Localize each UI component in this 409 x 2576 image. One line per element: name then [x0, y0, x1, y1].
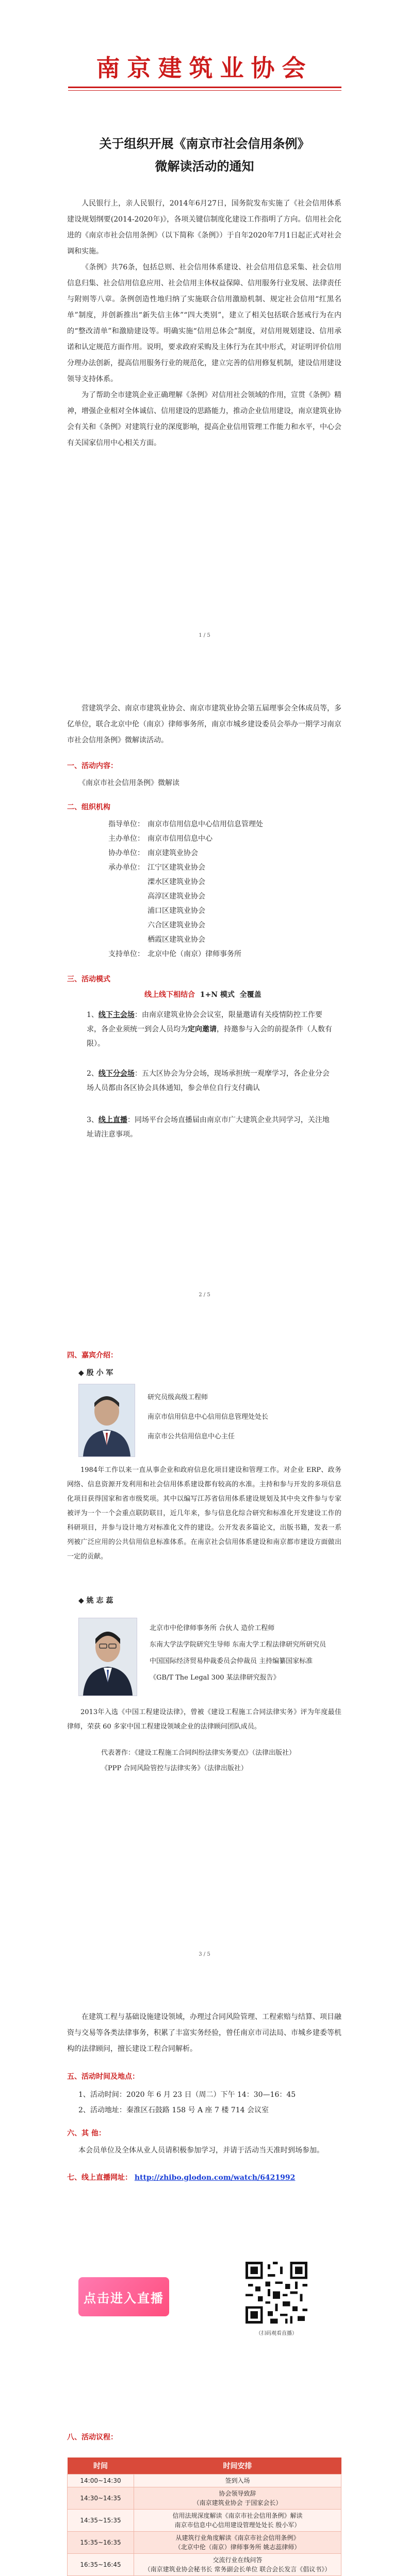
paragraph-1: 人民银行上，亲人民银行，2014年6月27日，国务院发布实施了《社会信用体系建设规划纲要(2014-2020年)》，各项关键信制度化建设工作指明了方向。信用社会化进的《南京市社会信用条例》（以下简称《条例》）于自年2020年7月1日起正式对社会调和实施。: [67, 199, 341, 256]
section-agenda-title: 八、活动议程：: [67, 2433, 118, 2442]
table-row: 14:35~15:35 信用法规深度解读《南京市社会信用条例》解读 南京市信息中心信用建设管理处处长 殷小军）: [68, 2510, 341, 2532]
guest2-photo: [78, 1618, 137, 1696]
qr-caption: （扫码观看直播）: [256, 2331, 297, 2336]
section-theme: 《南京市社会信用条例》微解读: [78, 779, 179, 787]
org-row: 溧水区建筑业协会: [148, 878, 205, 886]
guest1-bio: 1984年工作以来一直从事企业和政府信息化项目建设和管理工作。对企业 ERP、政务网络、信息资源开发利用和社会信用体系建设都有较高的水准。主持和参与开发的多项信息化项目获得国家和省市级奖项。其中以编写江苏省信用体系建设规划及其中央文件参与专家被评为一个一个会重点联防联目，近几年来，参与信息化综合研究和标准化开发建设工作的科研项目，并参与设计地方对标准化文件的建设。公开发表多篇论文，出版书籍，发表一系列被广泛应用的公共信用信息标准体系。在南京社会信用体系建设和南京都市建设方面做出一定的贡献。: [67, 1466, 341, 1561]
guest2-title-2: 东南大学法学院研究生导师 东南大学工程法律研究所研究员: [150, 1641, 326, 1649]
guest1-title-2: 南京市信用信息中心信用信息管理处处长: [148, 1413, 269, 1421]
mode-item-2: 2、线下分会场：五大区协会为分会场，现场承担统一观摩学习，各企业分会场人员都由各区协会具体通知，参会单位自行支付确认: [87, 1070, 330, 1092]
org-row: 高淳区建筑业协会: [148, 892, 205, 901]
section-time-title: 五、活动时间及地点：: [67, 2073, 139, 2081]
guest2-title-1: 北京市中伦律师事务所 合伙人 造价工程师: [150, 1624, 275, 1632]
mode-item-1: 1、线下主会场：由南京建筑业协会会议室，限量邀请有关疫情防控工作要求，各企业须统一到会人员均为定向邀请，持邀参与入会的前提条件（人数有限）。: [87, 1011, 332, 1048]
section-guests-title: 四、嘉宾介绍：: [67, 1351, 118, 1360]
page-number: 1 / 5: [199, 633, 210, 638]
org-row: 承办单位： 江宁区建筑业协会: [108, 863, 205, 872]
org-row: 栖霞区建筑业协会: [148, 936, 205, 944]
guest1-photo: [78, 1384, 135, 1457]
org-row: 六合区建筑业协会: [148, 921, 205, 929]
notice-title-line2: 微解读活动的通知: [155, 159, 254, 174]
guest2-work-2: 《PPP 合同风险管控与法律实务》（法律出版社）: [101, 1765, 248, 1772]
guest1-title-3: 南京市公共信用信息中心主任: [148, 1433, 235, 1440]
section-org-title: 二、组织机构: [67, 803, 110, 811]
guest1-name: ◆ 殷 小 军: [78, 1369, 113, 1377]
guest2-work-1: 代表著作：《建设工程施工合同纠纷法律实务要点》（法律出版社）: [101, 1749, 296, 1757]
guest2-bio: 2013年入选《中国工程建设法律》，曾被《建设工程施工合同法律实务》评为年度最佳律师，荣获 60 多家中国工程建设领域企业的法律顾问团队成员。: [67, 1708, 341, 1731]
page-number: 3 / 5: [199, 1952, 210, 1957]
notice-title-line1: 关于组织开展《南京市社会信用条例》: [99, 136, 310, 151]
paragraph-3: 为了帮助全市建筑企业正确理解《条例》对信用社会领域的作用，宣贯《条例》精神，增强企业相对全体诚信、信用建设的思路能力，推动企业信用建设，南京建筑业协会有关和《条例》对建筑行业的深度影响，提高企业信用管理工作能力和水平，中心会有关国家信用中心相关方面。: [67, 391, 341, 447]
enter-live-button[interactable]: 点击进入直播: [78, 2277, 169, 2316]
guest1-title-1: 研究员级高级工程师: [148, 1394, 208, 1401]
guest2-name: ◆ 姚 志 蕊: [78, 1597, 113, 1605]
time-item-2: 2、活动地址：秦淮区石鼓路 158 号 A 座 7 楼 714 会议室: [78, 2106, 269, 2114]
paragraph-2: 《条例》共76条，包括总则、社会信用体系建设、社会信用信息采集、社会信用信息归集、社会信用信息应用、社会信用主体权益保障、信用服务行业发展、法律责任与附则等八章。条例创造性地归纳了实施联合信用激励机制、规定社会信用“红黑名单”制度，并创新推出“新失信主体”“四大类别”，建立了相关包括联合惩戒行为在内的“整改清单”和激励建设等。明确实施“信用总体会”制度，对信用规划建设、信用承诺和认定规范方面作用。说明，要求政府采购及主体行为在其中形式，对证明评价信用分理办法创新，提高信用服务行业的规范化，建立完善的信用修复机制，建设信用建设领导支持体系。: [67, 263, 341, 383]
header-divider-thin: [68, 90, 341, 91]
guest2-title-4: 《GB/T The Legal 300 某法律研究报告》: [150, 1674, 280, 1682]
page-1: [0, 0, 409, 659]
page2-intro: 营建筑学会、南京市建筑业协会、南京市建筑业协会第五届理事会全体成员等，多亿单位，联合北京中伦（南京）律师事务所，南京市城乡建设委员会举办一期学习南京市社会信用条例》微解读活动。: [67, 704, 341, 744]
org-header-title: 南京建筑业协会: [96, 54, 313, 82]
org-row: 支持单位： 北京中伦（南京）律师事务所: [108, 950, 241, 958]
agenda-header-item: 时间安排: [134, 2458, 341, 2475]
table-row: 14:30~14:35 协会领导致辞 （南京建筑业协会 于国家会长）: [68, 2487, 341, 2510]
page4-intro: 在建筑工程与基础设施建设领域，办理过合同风险管理、工程索赔与结算、项目融资与交易等各类法律事务，积累了丰富实务经验，曾任南京市司法局、市城乡建委等机构的法律顾问，擅长建设工程合同解析。: [67, 2013, 341, 2053]
org-row: 浦口区建筑业协会: [148, 907, 205, 915]
section-mode-title: 三、活动模式: [67, 975, 110, 984]
mode-item-3: 3、线上直播：同场平台会场直播届由南京市广大建筑企业共同学习，关注地址请注意事项。: [87, 1116, 330, 1139]
guest2-title-3: 中国国际经济贸易仲裁委员会仲裁员 主持编纂国家标准: [150, 1657, 313, 1665]
page-number: 2 / 5: [199, 1292, 210, 1298]
mode-heading: 线上线下相结合 1+N 模式 全覆盖: [144, 991, 261, 999]
page-3: [0, 1319, 409, 1978]
section-live-title: 七、线上直播网址： http://zhibo.glodon.com/watch/6421992: [67, 2174, 296, 2182]
section-theme-title: 一、活动内容：: [67, 762, 118, 770]
table-row: 15:35~16:35 从建筑行业角度解读《南京市社会信用条例》 （北京中伦（南京）律师事务所 姚志蕊律师）: [68, 2532, 341, 2554]
org-row: 协办单位： 南京建筑业协会: [108, 849, 198, 857]
header-divider: [68, 87, 341, 88]
org-list: [78, 817, 263, 961]
time-item-1: 1、活动时间：2020 年 6 月 23 日（周二）下午 14：30—16：45: [78, 2091, 296, 2099]
table-row: 14:00~14:30 签到入场: [68, 2475, 341, 2487]
other-text: 本会员单位及全体从业人员请积极参加学习，并请于活动当天准时到场参加。: [78, 2146, 324, 2155]
agenda-header-time: 时间: [68, 2458, 134, 2475]
notice-body: [67, 196, 341, 451]
table-row: 16:35~16:45 交流行业在线问答 （南京建筑业协会秘书长 常务副会长单位 联合会长发言《倡议书》）: [68, 2554, 341, 2576]
live-stream-link[interactable]: http://zhibo.glodon.com/watch/6421992: [134, 2174, 296, 2182]
org-row: 主办单位： 南京市信用信息中心: [108, 835, 212, 843]
qr-code-icon: [246, 2262, 307, 2324]
section-other-title: 六、其 他：: [67, 2129, 106, 2138]
page-2: [0, 659, 409, 1319]
agenda-table: [67, 2458, 341, 2576]
org-row: 指导单位： 南京市信用信息中心信用信息管理处: [108, 820, 263, 828]
